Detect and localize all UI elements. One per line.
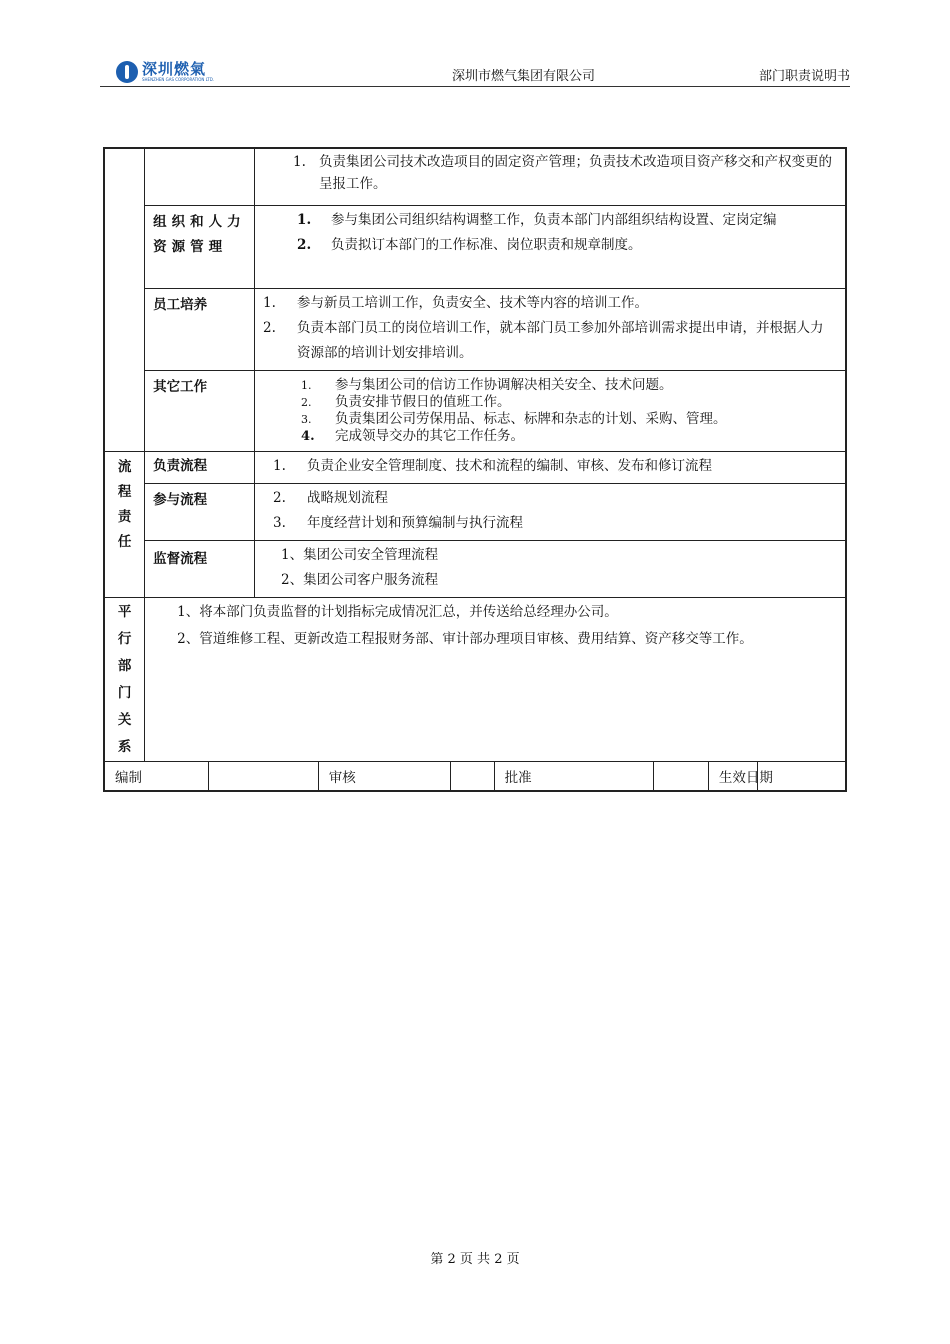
responsible-content bbox=[255, 452, 846, 484]
company-logo bbox=[116, 60, 214, 84]
effective-date-label: 生效日期 bbox=[708, 762, 757, 792]
company-name: 深圳市燃气集团有限公司 bbox=[452, 69, 596, 84]
other-label: 其它工作 bbox=[145, 371, 255, 452]
responsible-label: 负责流程 bbox=[145, 452, 255, 484]
row-process-supervise bbox=[104, 541, 846, 598]
list-item: 4. 完成领导交办的其它工作任务。 bbox=[301, 428, 525, 444]
parallel-label-text: 平行部门关系 bbox=[117, 604, 132, 755]
process-section-label bbox=[104, 452, 145, 598]
prepared-label: 编制 bbox=[104, 762, 208, 792]
approved-value bbox=[653, 762, 708, 792]
list-item: 3. 负责集团公司劳保用品、标志、标牌和杂志的计划、采购、管理。 bbox=[301, 411, 727, 427]
parallel-section-label bbox=[104, 598, 145, 762]
list-item: 3. 年度经营计划和预算编制与执行流程 bbox=[273, 515, 524, 531]
parallel-paragraph: 2、管道维修工程、更新改造工程报财务部、审计部办理项目审核、费用结算、资产移交等工作。 bbox=[177, 631, 753, 647]
logo-text-cn: 深圳燃氣 bbox=[142, 60, 207, 78]
list-item: 1. 负责集团公司技术改造项目的固定资产管理；负责技术改造项目资产移交和产权变更的呈报工作。 bbox=[293, 154, 833, 192]
flame-logo-icon bbox=[116, 61, 138, 83]
page-number: 第 2 页 共 2 页 bbox=[430, 1252, 520, 1267]
list-item: 1、集团公司安全管理流程 bbox=[281, 547, 439, 563]
approved-label: 批准 bbox=[494, 762, 653, 792]
reviewed-label: 审核 bbox=[318, 762, 450, 792]
document-type: 部门职责说明书 bbox=[758, 69, 850, 84]
row-process-participate bbox=[104, 484, 846, 541]
list-item: 2、集团公司客户服务流程 bbox=[281, 572, 439, 588]
row-training bbox=[104, 289, 846, 371]
list-item: 1. 负责企业安全管理制度、技术和流程的编制、审核、发布和修订流程 bbox=[273, 458, 713, 474]
page-header bbox=[100, 60, 850, 87]
other-content bbox=[255, 371, 846, 452]
training-label: 员工培养 bbox=[145, 289, 255, 371]
row-org-hr bbox=[104, 206, 846, 289]
asset-label-cell bbox=[145, 148, 255, 206]
supervise-label: 监督流程 bbox=[145, 541, 255, 598]
row-process-responsible bbox=[104, 452, 846, 484]
parallel-paragraph: 1、将本部门负责监督的计划指标完成情况汇总，并传送给总经理办公司。 bbox=[177, 604, 618, 620]
org-hr-content bbox=[255, 206, 846, 289]
training-content bbox=[255, 289, 846, 371]
supervise-content bbox=[255, 541, 846, 598]
list-item: 1. 参与集团公司的信访工作协调解决相关安全、技术问题。 bbox=[301, 377, 673, 393]
list-item: 2. 负责本部门员工的岗位培训工作，就本部门员工参加外部培训需求提出申请，并根据人力资源部的培训计划安排培训。 bbox=[263, 320, 824, 361]
participate-content bbox=[255, 484, 846, 541]
logo-text-en: SHENZHEN GAS CORPORATION LTD. bbox=[142, 77, 215, 82]
reviewed-value bbox=[450, 762, 494, 792]
list-item: 1. 参与集团公司组织结构调整工作，负责本部门内部组织结构设置、定岗定编 bbox=[297, 212, 777, 228]
duties-section-cell bbox=[104, 148, 145, 452]
row-asset bbox=[104, 148, 846, 206]
asset-content bbox=[255, 148, 846, 206]
list-item: 2. 负责安排节假日的值班工作。 bbox=[301, 394, 511, 410]
prepared-value bbox=[208, 762, 318, 792]
participate-label: 参与流程 bbox=[145, 484, 255, 541]
list-item: 2. 负责拟订本部门的工作标准、岗位职责和规章制度。 bbox=[297, 237, 642, 253]
row-parallel bbox=[104, 598, 846, 762]
row-signature bbox=[104, 762, 846, 792]
duty-table bbox=[103, 147, 847, 792]
org-hr-label: 组织和人力资源管理 bbox=[145, 206, 255, 289]
row-other bbox=[104, 371, 846, 452]
parallel-content bbox=[145, 598, 846, 762]
list-item: 2. 战略规划流程 bbox=[273, 490, 389, 506]
list-item: 1. 参与新员工培训工作，负责安全、技术等内容的培训工作。 bbox=[263, 295, 649, 311]
process-label-text: 流程责任 bbox=[117, 459, 132, 550]
